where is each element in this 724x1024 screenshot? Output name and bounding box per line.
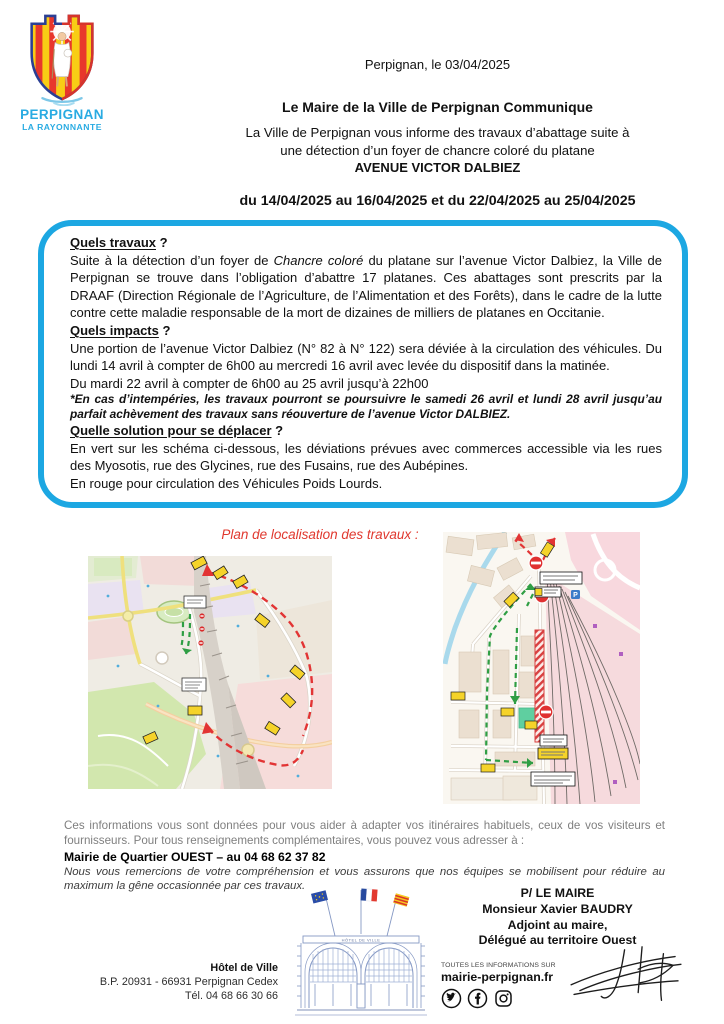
closing-information (64, 819, 665, 893)
building-label: HÔTEL DE VILLE (341, 937, 381, 943)
notice-box (38, 220, 688, 508)
dateline: Perpignan, le 03/04/2025 (364, 57, 511, 72)
district-hall-contact: Mairie de Quartier OUEST – au 04 68 62 37 82 (64, 849, 326, 864)
map-caption: Plan de localisation des travaux : (221, 527, 419, 542)
catalan-flag (393, 893, 409, 906)
solution-paragraph-1: En vert sur les schéma ci-dessous, les déviations prévues avec commerces accessible via les rues des Myosotis, rue des Glycines, rue des Fusains, rue des Aubépines. (70, 440, 662, 474)
city-logo (14, 12, 110, 132)
logo-city-name: PERPIGNAN (20, 107, 104, 122)
intro-line-2: une détection d’un foyer de chancre coloré du platane (280, 142, 595, 158)
website-url: mairie-perpignan.fr (441, 970, 554, 984)
works-dates: du 14/04/2025 au 16/04/2025 et du 22/04/2025 au 25/04/2025 (239, 193, 636, 209)
hotel-de-ville-drawing (295, 886, 427, 1022)
thanks-note: Nous vous remercions de votre compréhension et vous assurons que nos équipes se mobilisent pour réduire au maximum la gêne occasionnée par ces travaux. (64, 865, 665, 892)
european-flag (311, 890, 328, 903)
overview-deviation-map (88, 556, 332, 789)
intro-paragraph (180, 124, 695, 177)
signatory-role-2: Délégué au territoire Ouest (478, 933, 637, 948)
impacts-paragraph-1: Une portion de l’avenue Victor Dalbiez (N° 82 à N° 122) sera déviée à la circulation des véhicules. Du lundi 14 avril à compter de 6h00 au mercredi 16 avril avec levée du dispositif dans la matinée. (70, 340, 662, 374)
signature-for: P/ LE MAIRE (520, 886, 595, 900)
avenue-name: AVENUE VICTOR DALBIEZ (354, 160, 521, 176)
instagram-icon (493, 988, 514, 1009)
city-hall-postal: B.P. 20931 - 66931 Perpignan Cedex (99, 975, 278, 988)
handwritten-signature (566, 942, 688, 1010)
solution-paragraph-2: En rouge pour circulation des Véhicules Poids Lourds. (70, 475, 383, 491)
signatory-role-1: Adjoint au maire, (507, 917, 608, 932)
signature-block (440, 886, 675, 949)
city-hall-address (60, 962, 278, 1003)
social-icons-row (441, 988, 571, 1009)
french-flag (361, 888, 378, 901)
signatory-name: Monsieur Xavier BAUDRY (482, 901, 633, 916)
section-heading-solution: Quelle solution pour se déplacer ? (70, 422, 284, 438)
communique-title: Le Maire de la Ville de Perpignan Communique (282, 99, 593, 115)
travaux-paragraph: Suite à la détection d’un foyer de Chancre coloré du platane sur l’avenue Victor Dalbiez, la Ville de Perpignan se trouve dans l’obligation d’abattre 17 platanes. Ces abattages sont prescrits par la DRAAF (Direction Régionale de l’Agriculture, de l’Alimentation et des Forêts), dans le cadre de la lutte contre cette maladie responsable de la mort de dizaines de milliers de platanes en Occitanie. (70, 252, 662, 321)
web-info-label: TOUTES LES INFORMATIONS SUR (441, 962, 556, 969)
section-heading-travaux: Quels travaux ? (70, 235, 168, 250)
disease-name: Chancre coloré (273, 252, 364, 268)
facebook-icon (467, 988, 488, 1009)
adapt-itineraries-text: Ces informations vous sont données pour vous aider à adapter vos itinéraires habituels, ceux de vos visiteurs et fournisseurs. Pour tous renseignements complémentaires, vous pouvez vous adresser à : (64, 819, 665, 847)
web-info-block (441, 962, 571, 1009)
logo-city-subtitle: LA RAYONNANTE (22, 122, 102, 132)
city-crest-icon (24, 12, 100, 106)
svg-text:P: P (573, 592, 578, 599)
twitter-icon (441, 988, 462, 1009)
impacts-paragraph-2: Du mardi 22 avril à compter de 6h00 au 25 avril jusqu’à 22h00 (70, 375, 429, 391)
weather-note: *En cas d’intempéries, les travaux pourront se poursuivre le samedi 26 avril et lundi 28 avril jusqu’au parfait achèvement des travaux sans réouverture de l’avenue Victor DALBIEZ. (70, 392, 662, 422)
section-heading-impacts: Quels impacts ? (70, 322, 171, 338)
street-detail-map (443, 532, 640, 804)
intro-line-1: La Ville de Perpignan vous informe des travaux d’abattage suite à (245, 125, 630, 140)
city-hall-name: Hôtel de Ville (210, 962, 278, 974)
city-hall-phone: Tél. 04 68 66 30 66 (184, 989, 278, 1002)
